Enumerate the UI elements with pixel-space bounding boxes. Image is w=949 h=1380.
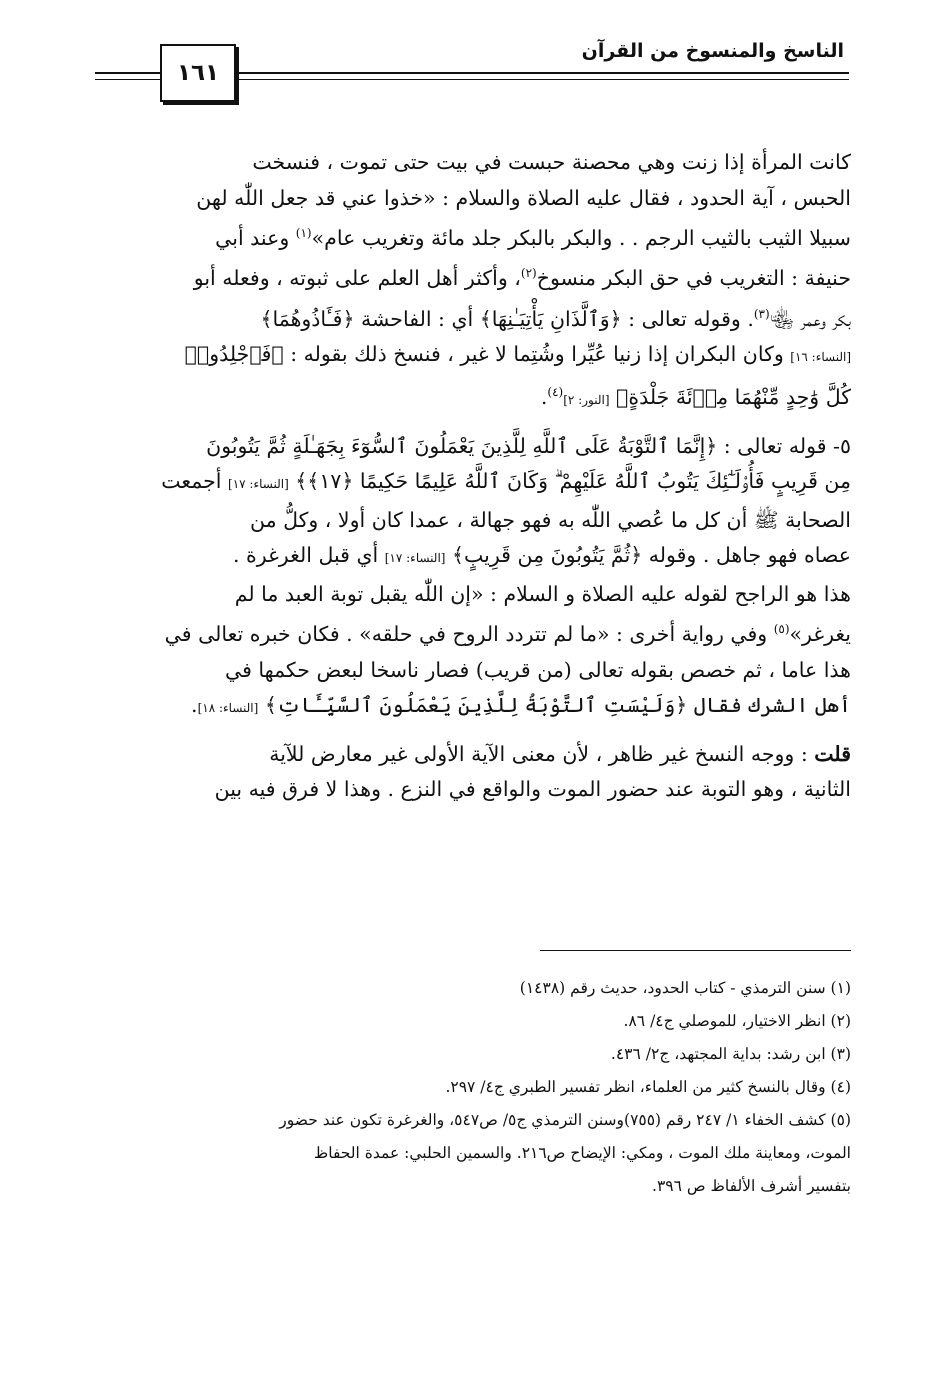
text-line	[98, 216, 851, 256]
footnote: (٥) كشف الخفاء ١/ ٢٤٧ رقم (٧٥٥)وسنن الترمذي ج٥/ ص٥٤٧، والغرغرة تكون عند حضور	[279, 1111, 851, 1129]
main-text	[98, 145, 851, 808]
footnotes	[98, 972, 851, 1203]
footnote: (٣) ابن رشد: بداية المجتهد، ج٢/ ٤٣٦.	[610, 1045, 851, 1063]
footnote-ref: (٤)	[547, 385, 564, 400]
line-text: مِن قَرِيبٍ فَأُو۟لَـٰٓئِكَ يَتُوبُ ٱللَّهُ عَلَيْهِمْ ۗ وَكَانَ ٱللَّهُ عَلِيمًا حَكِيمًا ﴿١٧﴾﴾	[295, 469, 851, 494]
line-text: هذا عاما ، ثم خصص بقوله تعالى (من قريب) فصار ناسخا لبعض حكمها في	[224, 657, 851, 682]
quran-source: [النساء: ١٨]	[197, 701, 259, 716]
line-text: كانت المرأة إذا زنت وهي محصنة حبست في بيت حتى تموت ، فنسخت	[252, 150, 851, 174]
line-text: وعند أبي	[215, 225, 290, 250]
footnote-continuation: بتفسير أشرف الألفاظ ص ٣٩٦.	[652, 1177, 851, 1195]
text-line	[98, 772, 851, 808]
text-line	[98, 145, 851, 181]
footnote-ref: (٥)	[773, 622, 790, 637]
line-text: أي قبل الغرغرة .	[232, 543, 385, 568]
text-line	[98, 297, 851, 337]
qult-label: قلت	[814, 741, 851, 766]
text-line	[98, 737, 851, 773]
line-text: بكر وعمر ﵄	[769, 306, 851, 331]
text-line	[98, 464, 851, 503]
line-text: سبيلا الثيب بالثيب الرجم . . والبكر بالبكر جلد مائة وتغريب عام»	[311, 225, 851, 250]
line-text: . وقوله تعالى : ﴿وَٱلَّذَانِ يَأْتِيَـٰنِهَا﴾ أي : الفاحشة ﴿فَـَٔاذُوهُمَا﴾	[260, 306, 754, 331]
text-line	[98, 612, 851, 652]
quran-source: [النساء: ١٦]	[790, 349, 851, 364]
line-text: وفي رواية أخرى : «ما لم تتردد الروح في حلقه» . فكان خبره تعالى في	[164, 622, 774, 647]
footnote-ref: (١)	[295, 226, 312, 240]
text-line	[98, 538, 851, 577]
line-text: حنيفة : التغريب في حق البكر منسوخ	[536, 266, 851, 291]
line-text: الثانية ، وهو التوبة عند حضور الموت والواقع في النزع . وهذا لا فرق فيه بين	[214, 777, 851, 802]
quran-source: [النساء: ١٧]	[384, 551, 446, 566]
footnote: (٢) انظر الاختيار، للموصلي ج٤/ ٨٦.	[623, 1012, 851, 1030]
quran-source: [النور: ٢]	[563, 393, 610, 408]
line-text: كُلَّ وَٰحِدٍ مِّنْهُمَا مِا۟ئَةَ جَلْدَةٍ﴾	[616, 385, 851, 410]
text-line: أهل الشرك فقال ﴿وَلَيْسَتِ ٱلتَّوْبَةُ لِلَّذِينَ يَعْمَلُونَ ٱلسَّيِّـَٔاتِ﴾ [النساء: ١٨].	[191, 693, 851, 718]
footnote-continuation: الموت، ومعاينة ملك الموت ، ومكي: الإيضاح ص٢١٦. والسمين الحلبي: عمدة الحفاظ	[313, 1144, 851, 1162]
line-text: أجمعت	[161, 469, 229, 494]
text-line	[98, 653, 851, 689]
text-line	[98, 181, 851, 217]
line-text: ، وأكثر أهل العلم على ثبوته ، وفعله أبو	[193, 266, 521, 291]
text-line	[98, 577, 851, 613]
footnote-divider	[540, 950, 851, 951]
text-line: كُلَّ وَٰحِدٍ مِّنْهُمَا مِا۟ئَةَ جَلْدَةٍ﴾ [النور: ٢]$^{(٤)}$.	[540, 385, 851, 410]
line-text: الحبس ، آية الحدود ، فقال عليه الصلاة والسلام : «خذوا عني قد جعل اللّٰه لهن	[196, 185, 851, 210]
footnote: (٤) وقال بالنسخ كثير من العلماء، انظر تفسير الطبري ج٤/ ٢٩٧.	[445, 1078, 851, 1096]
text-line	[98, 429, 851, 465]
text-line	[98, 256, 851, 296]
text-line	[98, 337, 851, 376]
line-text: الصحابة ﷺ أن كل ما عُصي اللّٰه به فهو جهالة ، عمدا كان أولا ، وكلُّ من	[249, 507, 851, 532]
page-number: ١٦١	[160, 44, 236, 102]
line-text: : ووجه النسخ غير ظاهر ، لأن معنى الآية الأولى غير معارض للآية	[269, 741, 815, 766]
footnote-ref: (٣)	[753, 306, 770, 321]
line-text: عصاه فهو جاهل . وقوله ﴿ثُمَّ يَتُوبُونَ مِن قَرِيبٍ﴾	[452, 543, 851, 568]
line-text: يغرغر»	[789, 622, 851, 647]
line-text: ٥- قوله تعالى : ﴿إِنَّمَا ٱلتَّوْبَةُ عَلَى ٱللَّهِ لِلَّذِينَ يَعْمَلُونَ ٱلسُّوٓءَ بِجَهَـٰلَةٍ ثُمَّ يَتُوبُونَ	[206, 433, 851, 458]
line-text: أهل الشرك فقال ﴿وَلَيْسَتِ ٱلتَّوْبَةُ لِلَّذِينَ يَعْمَلُونَ ٱلسَّيِّـَٔاتِ﴾	[264, 693, 851, 718]
line-text: هذا هو الراجح لقوله عليه الصلاة و السلام : «إن اللّٰه يقبل توبة العبد ما لم	[234, 581, 851, 606]
text-line	[98, 503, 851, 539]
footnote: (١) سنن الترمذي - كتاب الحدود، حديث رقم (١٤٣٨)	[519, 979, 851, 997]
running-header-title: الناسخ والمنسوخ من القرآن	[581, 40, 844, 62]
line-text: وكان البكران إذا زنيا عُيِّرا وشُتِما لا غير ، فنسخ ذلك بقوله : ﴿فَٱجْلِدُوا۟	[184, 341, 791, 366]
quran-source: [النساء: ١٧]	[228, 477, 289, 492]
footnote-ref: (٢)	[520, 266, 537, 281]
